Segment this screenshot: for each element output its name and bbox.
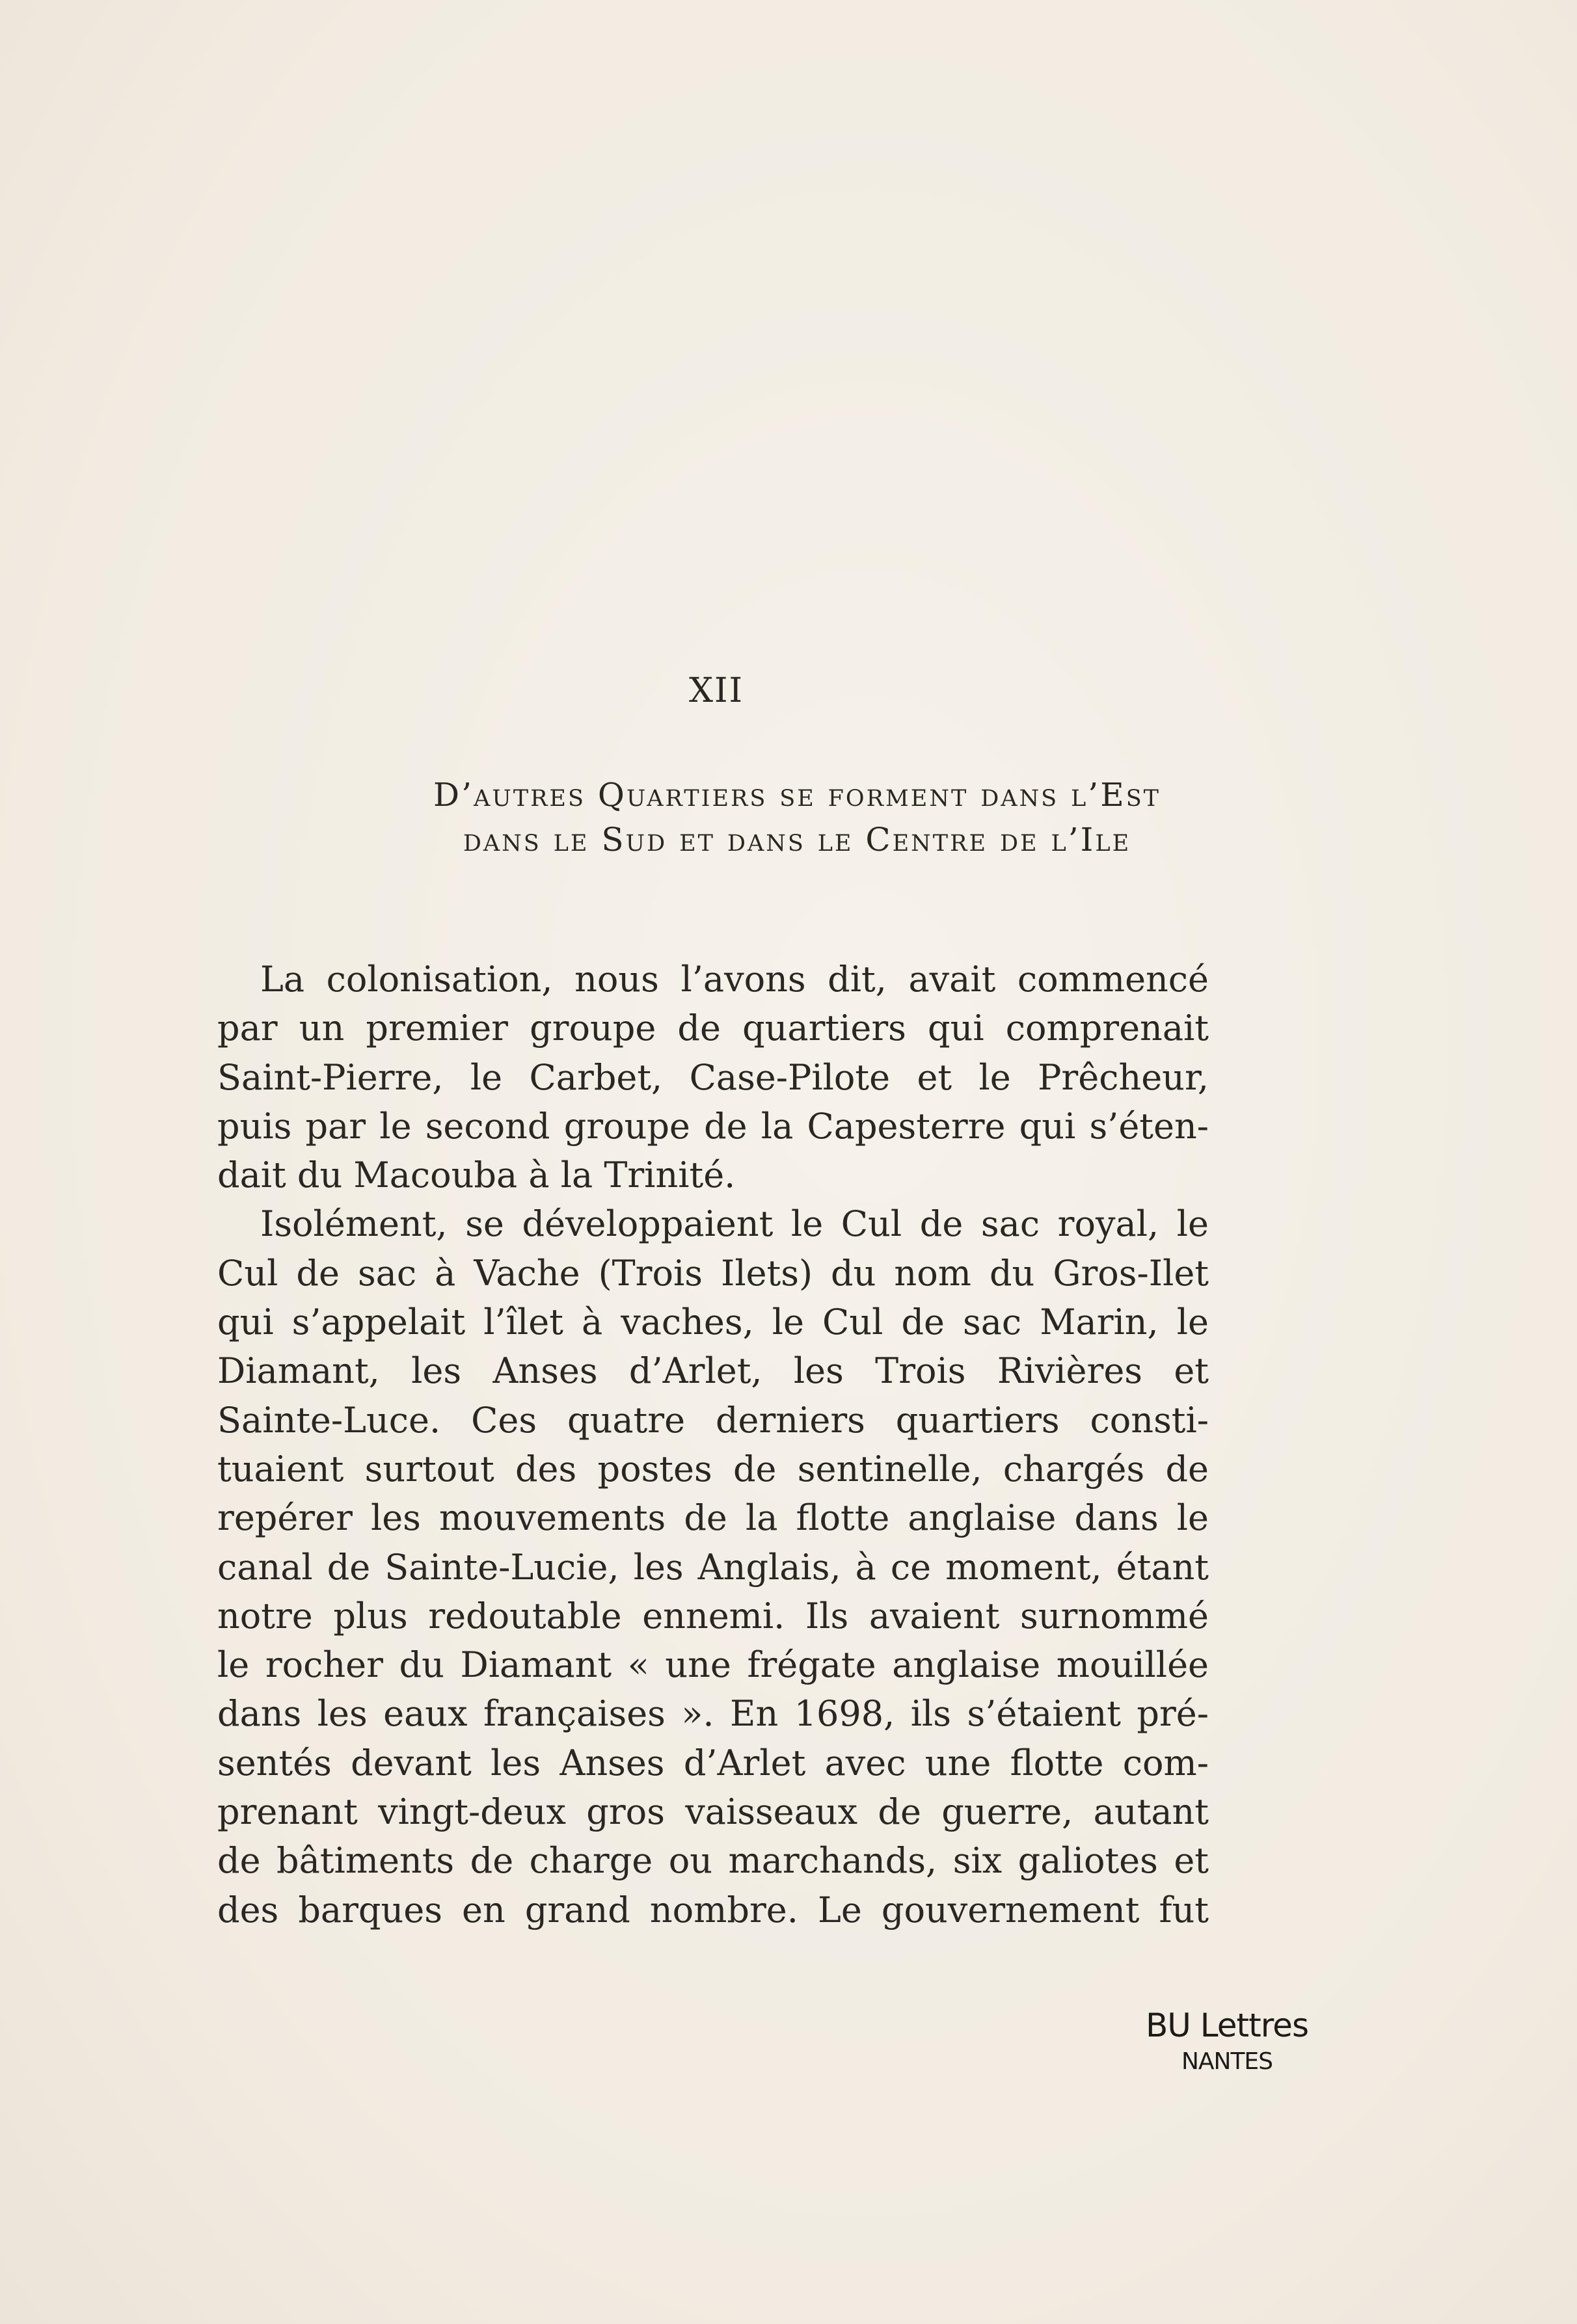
text-line: Diamant, les Anses d’Arlet, les Trois Rivières et bbox=[217, 1350, 1209, 1392]
text-line: Saint-Pierre, le Carbet, Case-Pilote et le Prêcheur, bbox=[217, 1056, 1209, 1098]
text-line: sentés devant les Anses d’Arlet avec une flotte com- bbox=[217, 1742, 1209, 1783]
text-line: qui s’appelait l’îlet à vaches, le Cul de sac Marin, le bbox=[217, 1302, 1209, 1343]
text-line: dans les eaux françaises ». En 1698, ils s’étaient pré- bbox=[217, 1693, 1209, 1735]
text-line: des barques en grand nombre. Le gouvernement fut bbox=[217, 1889, 1209, 1930]
text-line: dait du Macouba à la Trinité. bbox=[217, 1155, 736, 1196]
text-line: par un premier groupe de quartiers qui comprenait bbox=[217, 1008, 1209, 1049]
text-line: Isolément, se développaient le Cul de sac royal, le bbox=[260, 1203, 1209, 1245]
body-text bbox=[217, 955, 1209, 1934]
text-line: canal de Sainte-Lucie, les Anglais, à ce moment, étant bbox=[217, 1546, 1209, 1588]
text-line: Cul de sac à Vache (Trois Ilets) du nom du Gros-Ilet bbox=[217, 1252, 1209, 1294]
text-line: de bâtiments de charge ou marchands, six galiotes et bbox=[217, 1840, 1209, 1882]
library-stamp bbox=[1116, 2005, 1338, 2077]
stamp-line-2: NANTES bbox=[1181, 2048, 1273, 2075]
text-line: prenant vingt-deux gros vaisseaux de guerre, autant bbox=[217, 1791, 1209, 1833]
chapter-title-line-2: dans le Sud et dans le Centre de l’Ile bbox=[463, 821, 1131, 859]
text-line: notre plus redoutable ennemi. Ils avaient surnommé bbox=[217, 1595, 1209, 1636]
chapter-title-line-1: D’autres Quartiers se forment dans l’Est bbox=[433, 776, 1161, 814]
chapter-number: XII bbox=[688, 671, 744, 710]
text-line: puis par le second groupe de la Capesterre qui s’éten- bbox=[217, 1105, 1209, 1147]
text-line: Sainte-Luce. Ces quatre derniers quartiers consti- bbox=[217, 1399, 1209, 1441]
text-line: La colonisation, nous l’avons dit, avait commencé bbox=[260, 959, 1209, 1000]
stamp-line-1: BU Lettres bbox=[1145, 2007, 1308, 2044]
text-line: tuaient surtout des postes de sentinelle, chargés de bbox=[217, 1448, 1209, 1489]
text-line: repérer les mouvements de la flotte anglaise dans le bbox=[217, 1497, 1209, 1539]
text-line: le rocher du Diamant « une frégate anglaise mouillée bbox=[217, 1644, 1209, 1686]
